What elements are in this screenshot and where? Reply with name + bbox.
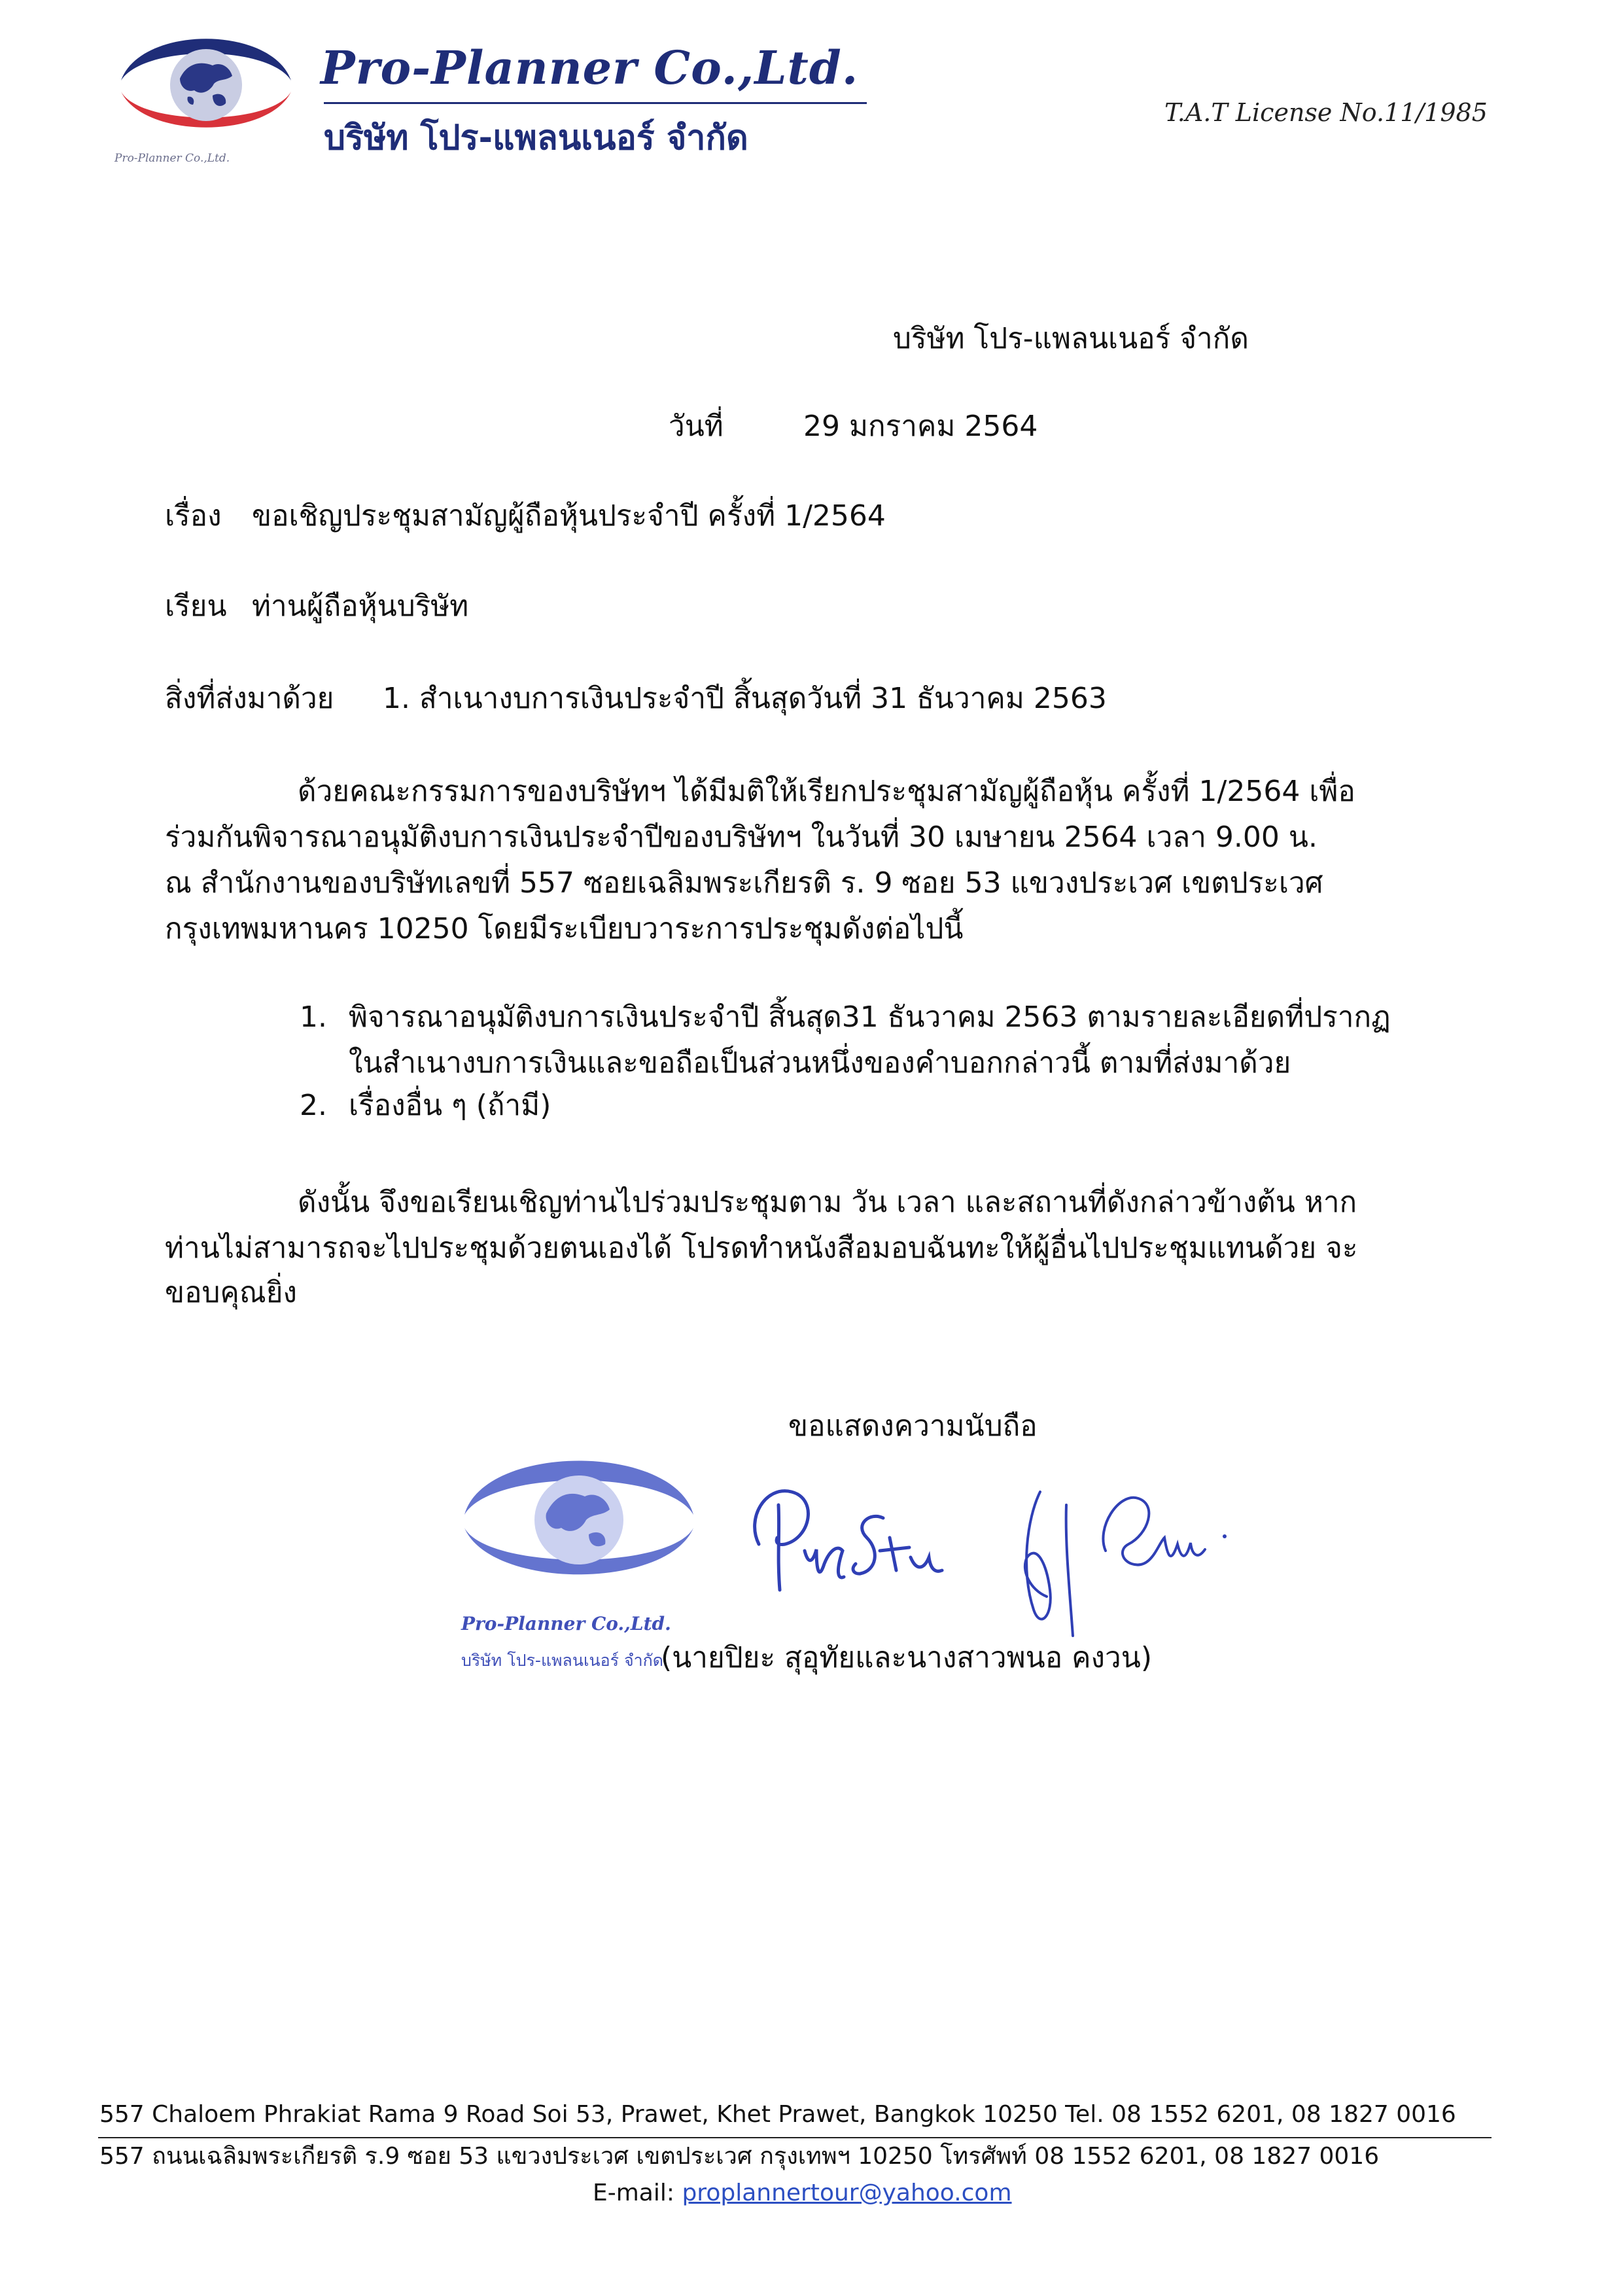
company-logo	[114, 18, 298, 149]
enclosure-text: 1. สำเนางบการเงินประจำปี สิ้นสุดวันที่ 31 ธันวาคม 2563	[383, 682, 1107, 715]
agenda-item-text: เรื่องอื่น ๆ (ถ้ามี)	[349, 1089, 551, 1122]
date-label: วันที่	[669, 410, 724, 443]
signatories-names: (นายปิยะ สุอุทัยและนางสาวพนอ คงวน)	[661, 1641, 1152, 1674]
enclosure-label: สิ่งที่ส่งมาด้วย	[165, 682, 334, 715]
email-label: E-mail:	[593, 2180, 674, 2206]
recipient-label: เรียน	[165, 590, 227, 623]
closing-text: ขอแสดงความนับถือ	[788, 1409, 1038, 1443]
agenda-item-number: 2.	[300, 1089, 327, 1122]
agenda-item-text: ในสำเนางบการเงินและขอถือเป็นส่วนหนึ่งของคำบอกกล่าวนี้ ตามที่ส่งมาด้วย	[349, 1046, 1291, 1080]
handwritten-signatures-icon	[739, 1466, 1236, 1662]
paragraph-2-line: ขอบคุณยิ่ง	[165, 1276, 297, 1309]
company-stamp	[458, 1436, 700, 1600]
paragraph-1-line: ร่วมกันพิจารณาอนุมัติงบการเงินประจำปีของบริษัทฯ ในวันที่ 30 เมษายน 2564 เวลา 9.00 น.	[165, 821, 1318, 854]
stamp-company-name-thai: บริษัท โปร-แพลนเนอร์ จำกัด	[461, 1651, 664, 1670]
sender-name: บริษัท โปร-แพลนเนอร์ จำกัด	[893, 322, 1249, 355]
stamp-company-name-english: Pro-Planner Co.,Ltd.	[461, 1613, 671, 1634]
company-name-underline	[324, 102, 867, 104]
subject-label: เรื่อง	[165, 499, 222, 533]
paragraph-2-line: ดังนั้น จึงขอเรียนเชิญท่านไปร่วมประชุมตาม วัน เวลา และสถานที่ดังกล่าวข้างต้น หาก	[298, 1186, 1357, 1219]
recipient-text: ท่านผู้ถือหุ้นบริษัท	[252, 590, 469, 623]
footer-divider	[98, 2137, 1492, 2138]
footer-address-english: 557 Chaloem Phrakiat Rama 9 Road Soi 53, Prawet, Khet Prawet, Bangkok 10250 Tel. 08 1552 6201, 08 1827 0016	[99, 2101, 1456, 2128]
company-name-english: Pro-Planner Co.,Ltd.	[321, 41, 859, 95]
license-number: T.A.T License No.11/1985	[1164, 98, 1488, 127]
date-value: 29 มกราคม 2564	[803, 410, 1038, 443]
subject-text: ขอเชิญประชุมสามัญผู้ถือหุ้นประจำปี ครั้งที่ 1/2564	[252, 499, 886, 533]
agenda-item-text: พิจารณาอนุมัติงบการเงินประจำปี สิ้นสุด31 ธันวาคม 2563 ตามรายละเอียดที่ปรากฏ	[349, 1000, 1391, 1034]
paragraph-1-line: ด้วยคณะกรรมการของบริษัทฯ ได้มีมติให้เรียกประชุมสามัญผู้ถือหุ้น ครั้งที่ 1/2564 เพื่อ	[298, 775, 1355, 808]
globe-logo-icon	[114, 18, 298, 149]
logo-caption: Pro-Planner Co.,Ltd.	[114, 152, 230, 165]
footer-address-thai: 557 ถนนเฉลิมพระเกียรติ ร.9 ซอย 53 แขวงประเวศ เขตประเวศ กรุงเทพฯ 10250 โทรศัพท์ 08 1552 6201, 08 1827 0016	[99, 2143, 1380, 2170]
footer-email	[593, 2181, 1012, 2205]
paragraph-1-line: ณ สำนักงานของบริษัทเลขที่ 557 ซอยเฉลิมพระเกียรติ ร. 9 ซอย 53 แขวงประเวศ เขตประเวศ	[165, 866, 1323, 900]
email-link[interactable]: proplannertour@yahoo.com	[682, 2180, 1012, 2206]
signatures	[739, 1466, 1236, 1662]
company-name-thai: บริษัท โปร-แพลนเนอร์ จำกัด	[324, 118, 748, 158]
paragraph-1-line: กรุงเทพมหานคร 10250 โดยมีระเบียบวาระการประชุมดังต่อไปนี้	[165, 912, 964, 945]
company-stamp-icon	[458, 1436, 700, 1600]
agenda-item-number: 1.	[300, 1000, 327, 1034]
paragraph-2-line: ท่านไม่สามารถจะไปประชุมด้วยตนเองได้ โปรดทำหนังสือมอบฉันทะให้ผู้อื่นไปประชุมแทนด้วย จะ	[165, 1231, 1358, 1265]
